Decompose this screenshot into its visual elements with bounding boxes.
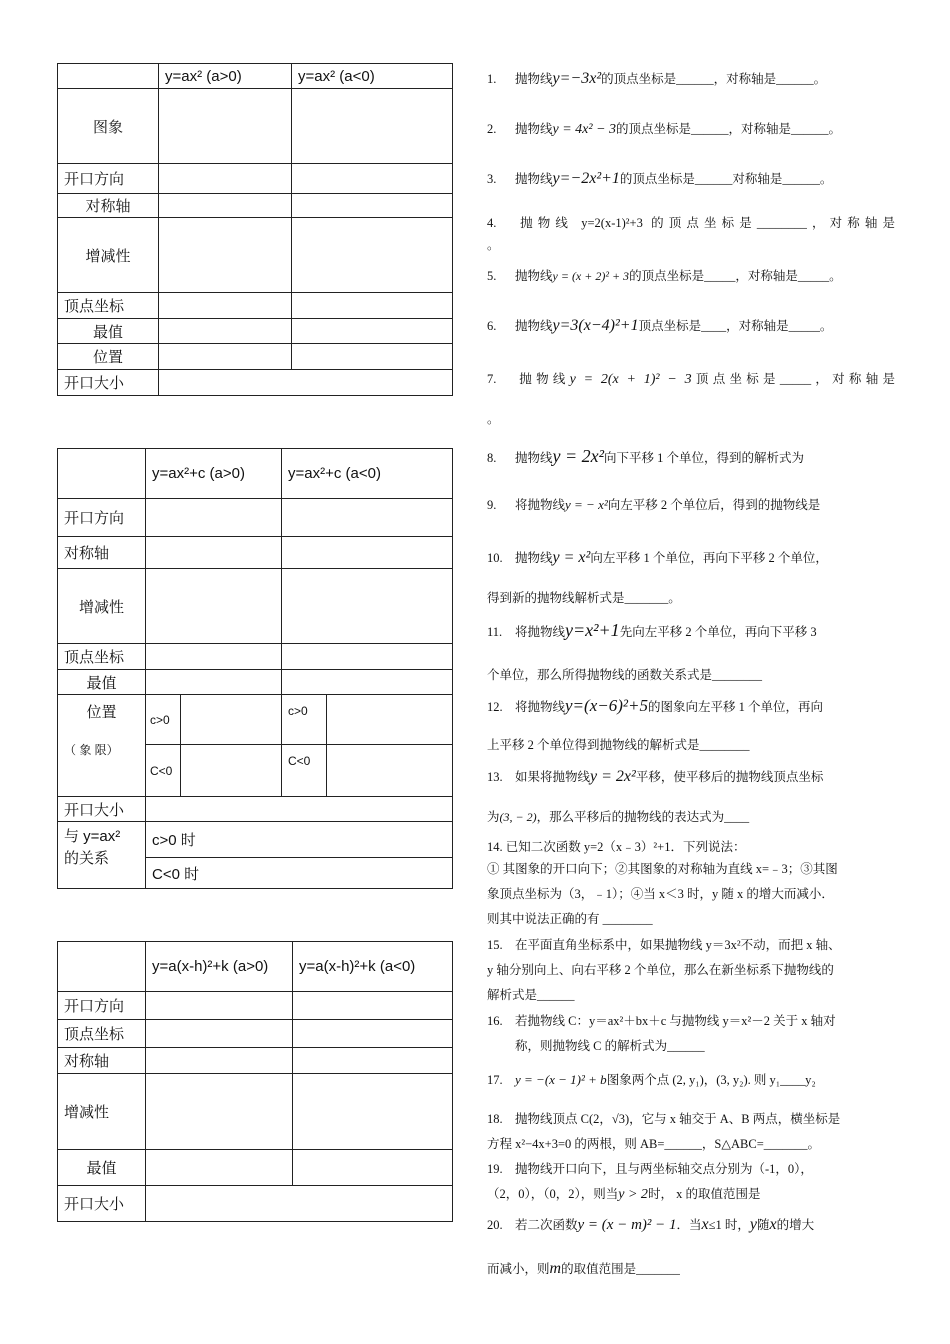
question-4: 4. 抛物线 y=2(x-1)²+3 的顶点坐标是________，对称轴是 。 [487, 216, 895, 252]
c-positive-label: c>0 [146, 695, 181, 745]
row-label: 最值 [58, 1150, 146, 1186]
position-label: 位置 [86, 704, 117, 721]
question-2: 2. 抛物线y = 4x² − 3的顶点坐标是______，对称轴是______。 [487, 122, 842, 137]
c-positive-label-2: c>0 [282, 695, 327, 745]
row-label: 顶点坐标 [58, 1020, 146, 1048]
row-label: 开口大小 [58, 370, 159, 396]
table2-header-a-pos: y=ax²+c (a>0) [146, 449, 282, 499]
table3-header-a-pos: y=a(x-h)²+k (a>0) [146, 942, 293, 992]
row-label: 增减性 [58, 218, 159, 293]
table-yax2 [57, 63, 453, 396]
row-label: 顶点坐标 [58, 644, 146, 670]
table3-corner [58, 942, 146, 992]
table2-header-a-neg: y=ax²+c (a<0) [282, 449, 453, 499]
question-12: 12. 将抛物线y=(x−6)²+5的图象向左平移 1 个单位，再向 上平移 2 个单位得到抛物线的解析式是________ [487, 696, 823, 752]
row-label: 最值 [58, 319, 159, 344]
row-label: 开口方向 [58, 164, 159, 194]
question-1: 1. 抛物线y=−3x²的顶点坐标是______，对称轴是______。 [487, 70, 827, 87]
table-vertex-form [57, 941, 453, 1222]
quadrant-label: （ 象 限） [64, 743, 119, 757]
question-7: 7. 抛物线y = 2(x + 1)² − 3顶点坐标是_____，对称轴是 。 [487, 372, 895, 426]
relation-c-positive: c>0 时 [146, 822, 453, 858]
question-8: 8. 抛物线y = 2x²向下平移 1 个单位，得到的解析式为 [487, 446, 805, 466]
table2-corner [58, 449, 146, 499]
table1-header-a-pos: y=ax² (a>0) [159, 64, 292, 89]
table1-header-a-neg: y=ax² (a<0) [292, 64, 453, 89]
row-label: 对称轴 [58, 537, 146, 569]
row-label: 最值 [58, 670, 146, 695]
row-label: 顶点坐标 [58, 293, 159, 319]
question-5: 5. 抛物线y = (x + 2)² + 3的顶点坐标是_____，对称轴是_____。 [487, 269, 842, 283]
question-10: 10. 抛物线y = x²向左平移 1 个单位，再向下平移 2 个单位， 得到新的抛物线解析式是_______。 [487, 549, 828, 605]
c-negative-label: C<0 [146, 745, 181, 797]
c-negative-label-2: C<0 [282, 745, 327, 797]
row-label: 开口方向 [58, 499, 146, 537]
question-3: 3. 抛物线y=−2x²+1的顶点坐标是______对称轴是______。 [487, 170, 833, 187]
question-9: 9. 将抛物线y = − x²向左平移 2 个单位后，得到的抛物线是 [487, 497, 821, 512]
question-16: 16. 若抛物线 C：y＝ax²＋bx＋c 与抛物线 y＝x²－2 关于 x 轴对 称，则抛物线 C 的解析式为______ [487, 1014, 836, 1053]
question-13: 13. 如果将抛物线y = 2x²平移，使平移后的抛物线顶点坐标 为(3, − 2)，那么平移后的抛物线的表达式为____ [487, 768, 824, 824]
question-20: 20. 若二次函数y = (x − m)² − 1．当x≤1 时，y随x的增大 而减小，则m的取值范围是_______ [487, 1216, 815, 1277]
table1-corner [58, 64, 159, 89]
question-17: 17. y = −(x − 1)² + b图象两个点 (2, y₁)，(3, y₂). 则 y₁____y₂ [487, 1072, 816, 1087]
question-18: 18. 抛物线顶点 C(2，√3)，它与 x 轴交于 A、B 两点，横坐标是 方程 x²−4x+3=0 的两根，则 AB=______，S△ABC=_______。 [487, 1112, 841, 1151]
row-label: 增减性 [58, 1074, 146, 1150]
row-label: 位置 [58, 344, 159, 370]
row-label: 开口方向 [58, 992, 146, 1020]
question-11: 11. 将抛物线y=x²+1先向左平移 2 个单位，再向下平移 3 个单位，那么所得抛物线的函数关系式是________ [487, 620, 817, 682]
relation-label: 与 y=ax² 的关系 [58, 822, 146, 889]
row-label: 开口大小 [58, 797, 146, 822]
question-19: 19. 抛物线开口向下，且与两坐标轴交点分别为（-1，0）， （2，0），（0，2），则当y > 2时， x 的取值范围是 [487, 1162, 813, 1202]
question-6: 6. 抛物线y=3(x−4)²+1顶点坐标是____，对称轴是_____。 [487, 317, 833, 334]
relation-c-negative: C<0 时 [146, 858, 453, 889]
row-label: 对称轴 [58, 194, 159, 218]
question-15: 15. 在平面直角坐标系中，如果抛物线 y＝3x²不动，而把 x 轴、 y 轴分别向上、向右平移 2 个单位，那么在新坐标系下抛物线的 解析式是______ [487, 938, 841, 1002]
table-yax2-c [57, 448, 453, 889]
row-label: 对称轴 [58, 1048, 146, 1074]
question-14: 14. 已知二次函数 y=2（x﹣3）²+1．下列说法： ① 其图象的开口向下；②其图象的对称轴为直线 x=﹣3；③其图 象顶点坐标为（3，﹣1）；④当 x＜3 时，y 随 x 的增大而减小． 则其中说法正确的有 ________ [487, 840, 838, 926]
row-label: 增减性 [58, 569, 146, 644]
table3-header-a-neg: y=a(x-h)²+k (a<0) [293, 942, 453, 992]
row-label: 图象 [58, 89, 159, 164]
row-label: 开口大小 [58, 1186, 146, 1222]
